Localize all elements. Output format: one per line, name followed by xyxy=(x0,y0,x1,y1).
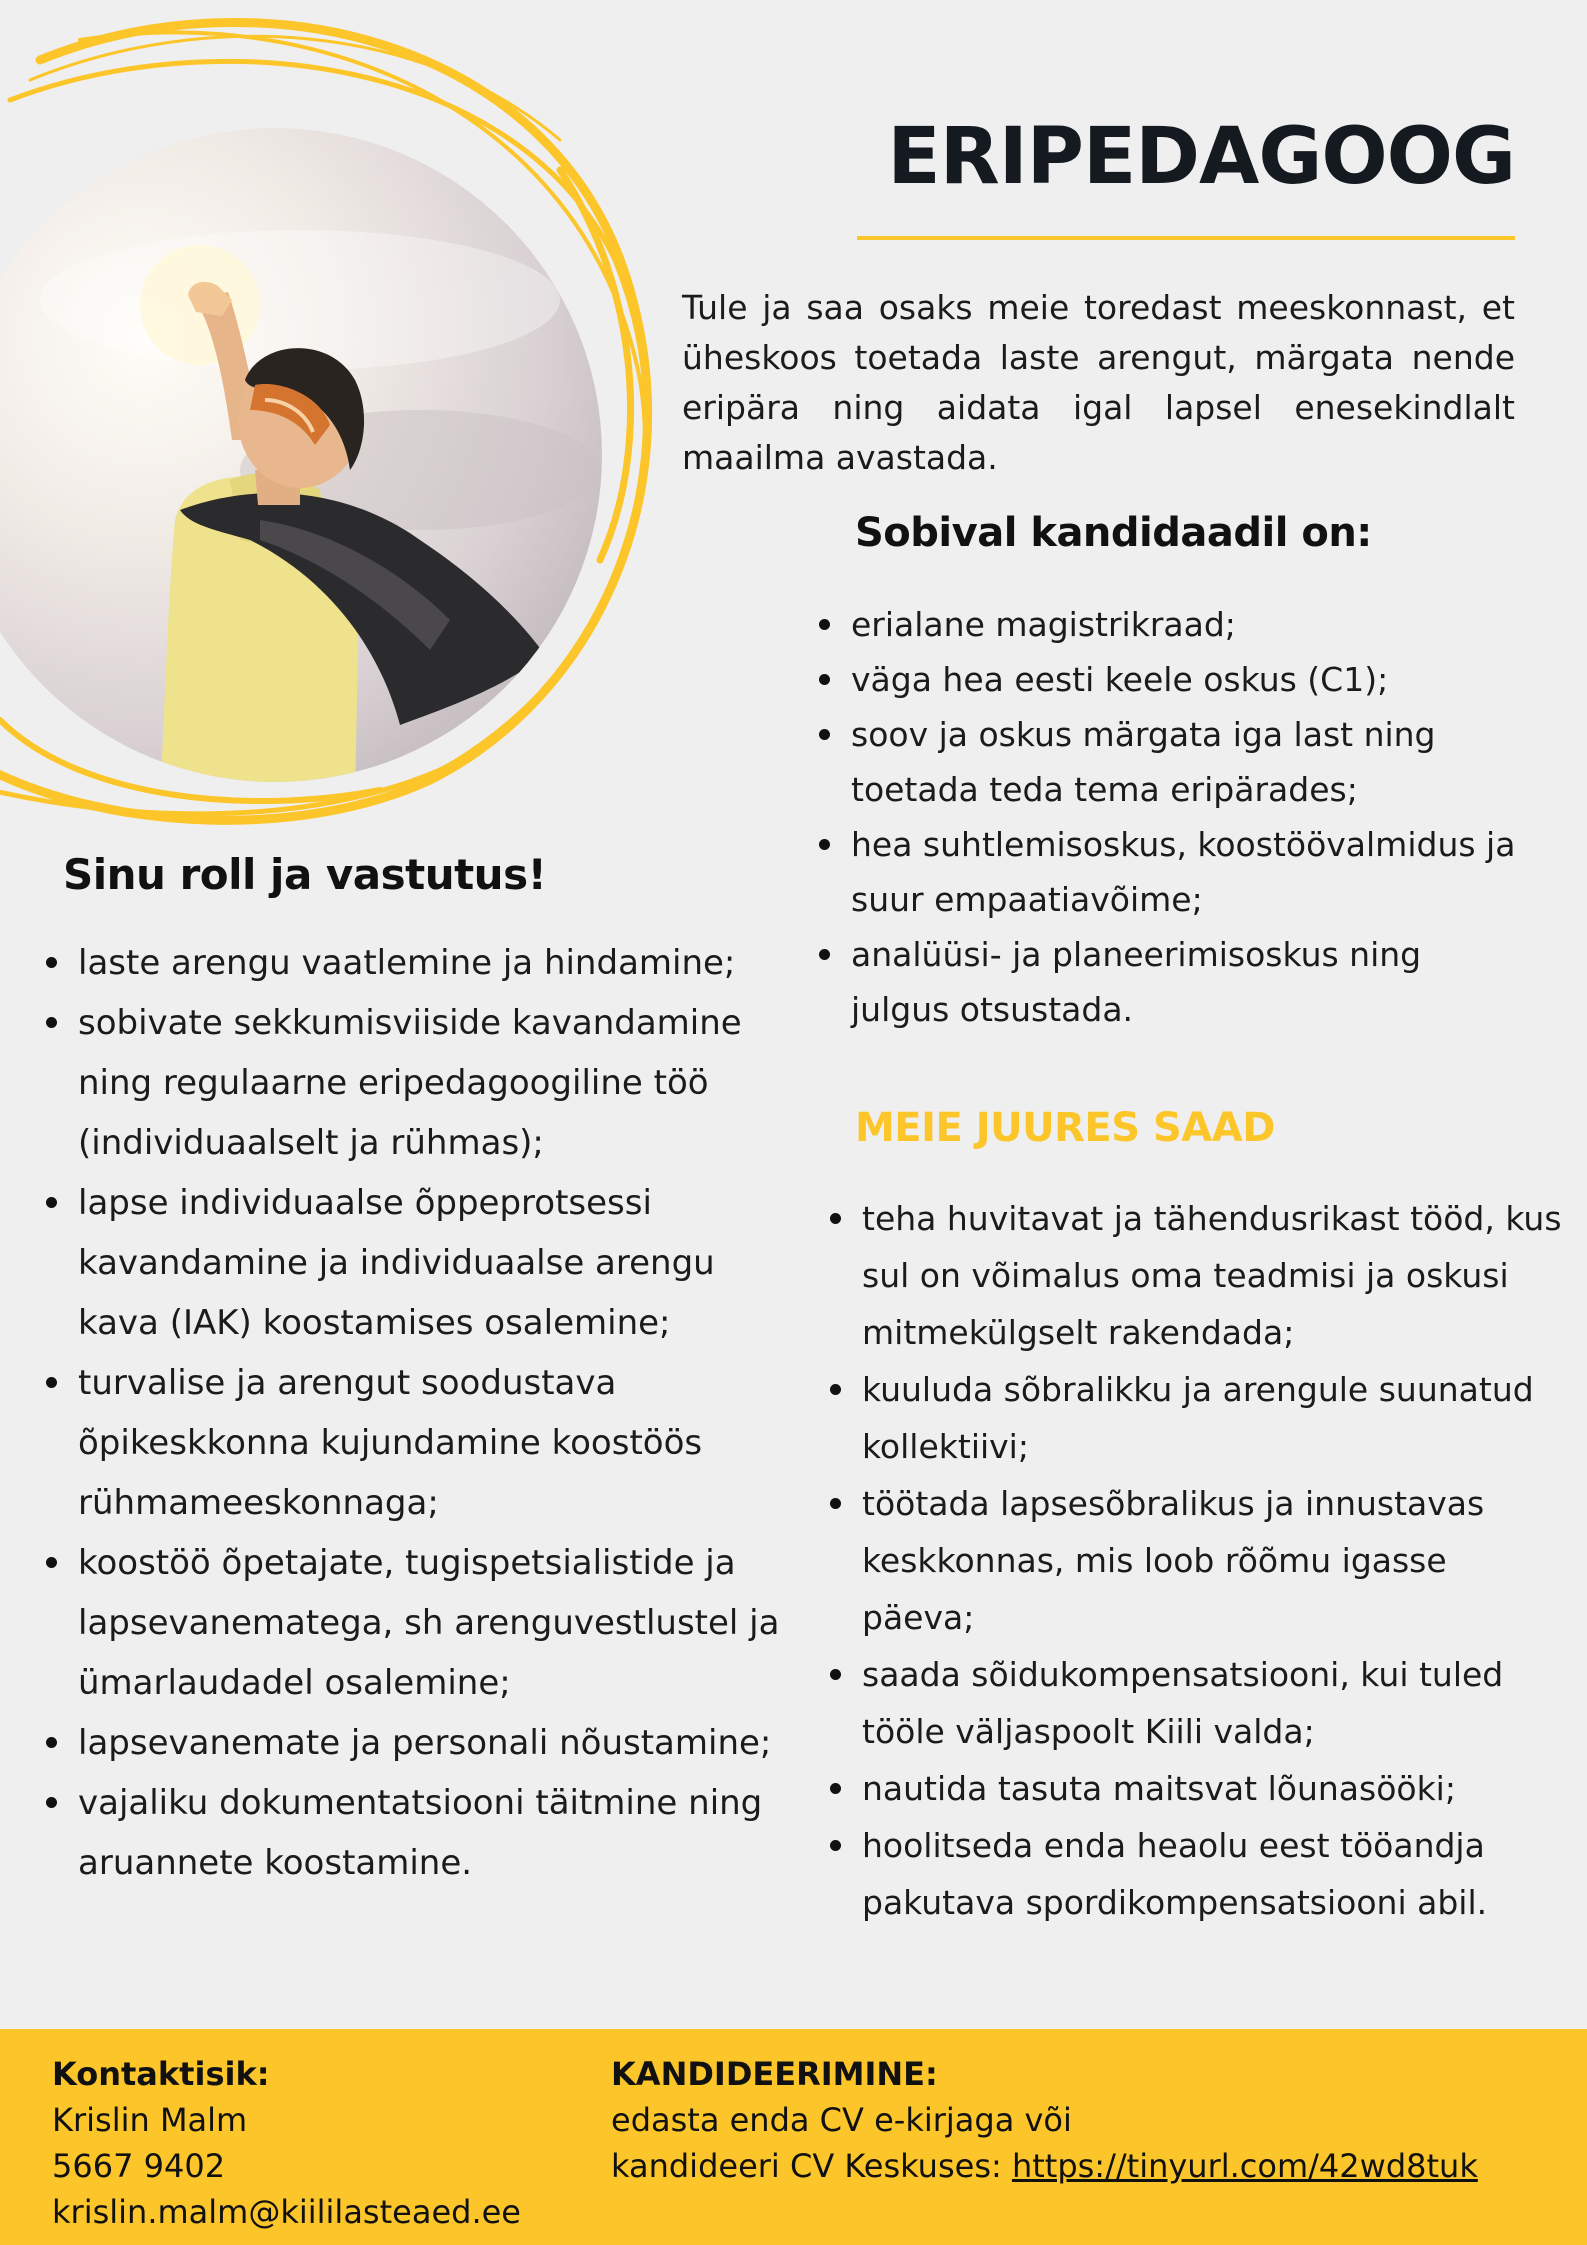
role-item: lapsevanemate ja personali nõustamine; xyxy=(44,1713,794,1773)
role-heading: Sinu roll ja vastutus! xyxy=(63,850,547,899)
offer-item: nautida tasuta maitsvat lõunasööki; xyxy=(828,1760,1568,1817)
requirements-item: soov ja oskus märgata iga last ning toetada teda tema eripärades; xyxy=(817,707,1517,817)
requirements-list xyxy=(817,597,1517,1037)
apply-line-2 xyxy=(611,2143,1478,2189)
contact-label: Kontaktisik: xyxy=(52,2055,270,2093)
offer-item: kuuluda sõbralikku ja arengule suunatud kollektiivi; xyxy=(828,1361,1568,1475)
cv-keskus-link[interactable]: https://tinyurl.com/42wd8tuk xyxy=(1011,2147,1478,2185)
job-title: ERIPEDAGOOG xyxy=(887,112,1515,202)
offer-list xyxy=(828,1190,1568,1931)
contact-phone: 5667 9402 xyxy=(52,2147,226,2185)
title-underline xyxy=(857,236,1515,240)
apply-block xyxy=(611,2051,1478,2189)
role-list xyxy=(44,933,794,1893)
role-item: vajaliku dokumentatsiooni täitmine ning aruannete koostamine. xyxy=(44,1773,794,1893)
apply-label: KANDIDEERIMINE: xyxy=(611,2055,938,2093)
requirements-item: väga hea eesti keele oskus (C1); xyxy=(817,652,1517,707)
requirements-item: hea suhtlemisoskus, koostöövalmidus ja suur empaatiavõime; xyxy=(817,817,1517,927)
role-item: lapse individuaalse õppeprotsessi kavandamine ja individuaalse arengu kava (IAK) koostamises osalemine; xyxy=(44,1173,794,1353)
footer-bar xyxy=(0,2029,1587,2245)
apply-line-2-prefix: kandideeri CV Keskuses: xyxy=(611,2147,1012,2185)
role-item: laste arengu vaatlemine ja hindamine; xyxy=(44,933,794,993)
requirements-item: erialane magistrikraad; xyxy=(817,597,1517,652)
contact-block xyxy=(52,2051,521,2235)
requirements-item: analüüsi- ja planeerimisoskus ning julgus otsustada. xyxy=(817,927,1517,1037)
role-item: sobivate sekkumisviiside kavandamine ning regulaarne eripedagoogiline töö (individuaalselt ja rühmas); xyxy=(44,993,794,1173)
role-item: turvalise ja arengut soodustava õpikeskkonna kujundamine koostöös rühmameeskonnaga; xyxy=(44,1353,794,1533)
contact-email: krislin.malm@kiililasteaed.ee xyxy=(52,2193,521,2231)
apply-line-1: edasta enda CV e-kirjaga või xyxy=(611,2101,1072,2139)
offer-item: hoolitseda enda heaolu eest tööandja pakutava spordikompensatsiooni abil. xyxy=(828,1817,1568,1931)
contact-name: Krislin Malm xyxy=(52,2101,248,2139)
hero-photo-frame xyxy=(0,0,680,830)
boy-superhero-photo xyxy=(0,0,680,830)
requirements-heading: Sobival kandidaadil on: xyxy=(855,510,1372,556)
offer-item: töötada lapsesõbralikus ja innustavas keskkonnas, mis loob rõõmu igasse päeva; xyxy=(828,1475,1568,1646)
intro-text: Tule ja saa osaks meie toredast meeskonnast, et üheskoos toetada laste arengut, märgata nende eripära ning aidata igal lapsel enesekindlalt maailma avastada. xyxy=(682,288,1515,477)
offer-item: teha huvitavat ja tähendusrikast tööd, kus sul on võimalus oma teadmisi ja oskusi mitmekülgselt rakendada; xyxy=(828,1190,1568,1361)
role-item: koostöö õpetajate, tugispetsialistide ja lapsevanematega, sh arenguvestlustel ja ümarlaudadel osalemine; xyxy=(44,1533,794,1713)
offer-item: saada sõidukompensatsiooni, kui tuled tööle väljaspoolt Kiili valda; xyxy=(828,1646,1568,1760)
offer-heading: MEIE JUURES SAAD xyxy=(855,1105,1275,1151)
